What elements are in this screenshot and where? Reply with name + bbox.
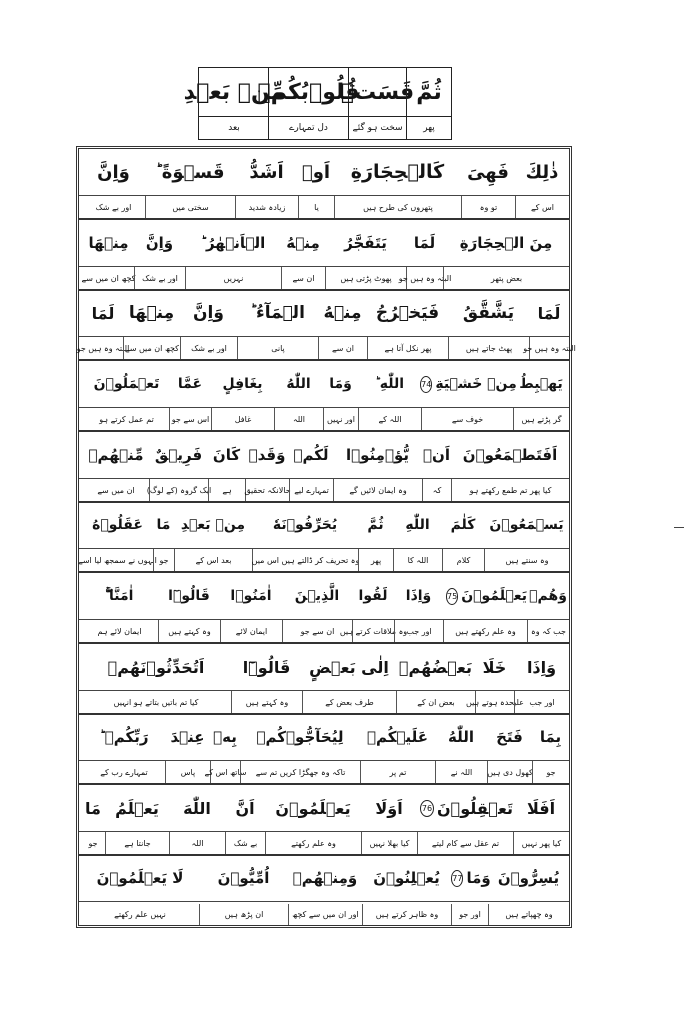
arabic-word-text: وَمَا xyxy=(466,869,491,887)
urdu-translation: بعد اس کے xyxy=(174,549,252,571)
arabic-word-text: اللّٰهِ xyxy=(405,517,430,533)
arabic-word xyxy=(225,785,265,831)
arabic-word xyxy=(527,573,569,619)
urdu-translation: بعض ان کے xyxy=(396,691,475,713)
urdu-row xyxy=(79,408,569,430)
urdu-translation: پھٹ جاتے ہیں xyxy=(448,337,529,359)
arabic-word-text: يَتَفَجَّرُ xyxy=(344,234,387,252)
urdu-translation: بے شک xyxy=(225,832,265,854)
verse-number-marker: 74 xyxy=(420,376,432,393)
urdu-translation: تم پر xyxy=(360,761,435,783)
arabic-word-text: مِنَ الۡحِجَارَةِ xyxy=(459,234,553,252)
arabic-word xyxy=(158,573,220,619)
arabic-word xyxy=(515,149,569,195)
header-arabic-word: قَسَتۡ xyxy=(348,68,406,116)
urdu-translation: وہ علم رکھتے ہیں xyxy=(443,620,527,642)
margin-mark xyxy=(674,527,684,528)
arabic-word xyxy=(514,644,569,690)
arabic-word-text: يَسۡمَعُوۡنَ xyxy=(489,517,564,533)
arabic-word xyxy=(451,855,491,901)
urdu-translation: ساتھ اس کے xyxy=(210,761,240,783)
urdu-translation: ایمان لائے ہم xyxy=(97,626,142,636)
arabic-word xyxy=(435,714,487,760)
arabic-word-text: يَعۡلَمُوۡنَ xyxy=(461,588,527,604)
arabic-word xyxy=(211,361,274,407)
arabic-word-text: اللّٰهُ xyxy=(448,728,474,746)
arabic-word xyxy=(451,432,569,478)
arabic-word xyxy=(422,432,451,478)
header-urdu-word: دل تمہارے xyxy=(268,117,348,139)
urdu-translation: وہ ظاہر کرتے ہیں xyxy=(362,904,451,925)
arabic-word xyxy=(362,855,451,901)
urdu-translation: زیادہ شدید xyxy=(235,196,298,218)
urdu-translation: کلام xyxy=(442,549,484,571)
arabic-word xyxy=(123,290,180,336)
arabic-word-text: لَقُوا xyxy=(358,588,388,604)
verse-line xyxy=(79,149,569,220)
verse-line xyxy=(79,855,569,925)
arabic-word xyxy=(145,149,235,195)
arabic-word xyxy=(220,573,282,619)
arabic-word xyxy=(367,290,448,336)
header-arabic-word: مِّنۡ بَعۡدِ xyxy=(183,79,285,105)
arabic-word-text: يَشَّقَّقُ xyxy=(462,303,515,323)
urdu-translation: البتہ وہ ہیں جو xyxy=(529,337,569,359)
translation-box xyxy=(76,146,576,928)
urdu-translation: اور جب xyxy=(514,691,569,713)
urdu-translation: وہ علم رکھتے xyxy=(265,832,361,854)
arabic-word xyxy=(169,361,211,407)
urdu-translation: اور جو xyxy=(451,904,488,925)
arabic-word xyxy=(361,785,417,831)
arabic-word-text: ذٰلِكَ xyxy=(525,161,559,183)
header-urdu-word: پھر xyxy=(406,117,451,139)
urdu-translation: جانتا ہے xyxy=(105,832,169,854)
urdu-row xyxy=(76,337,576,359)
urdu-translation: اللہ نے xyxy=(435,761,487,783)
urdu-row xyxy=(79,761,569,783)
arabic-word xyxy=(298,149,334,195)
urdu-row xyxy=(79,620,569,642)
urdu-translation: وہ کہتے ہیں xyxy=(158,620,220,642)
arabic-word xyxy=(282,573,352,619)
urdu-translation: تم عقل سے کام لیتے xyxy=(417,832,513,854)
urdu-translation: اور ان میں سے کچھ xyxy=(288,904,362,925)
arabic-word xyxy=(274,361,323,407)
urdu-translation: ان پڑھ ہیں xyxy=(199,904,288,925)
arabic-word-text: الۡمَآءُ ؕ xyxy=(250,303,305,323)
urdu-row xyxy=(79,549,569,571)
arabic-word xyxy=(443,220,569,266)
arabic-word xyxy=(240,714,360,760)
arabic-word xyxy=(281,220,325,266)
arabic-word xyxy=(210,714,240,760)
arabic-word-text: مِنۡهَا xyxy=(128,303,175,323)
urdu-translation: غافل xyxy=(211,408,274,430)
arabic-word-text: مِنۡهَا xyxy=(88,234,129,252)
arabic-row xyxy=(79,855,569,902)
arabic-word-text: كَانَ xyxy=(212,446,241,464)
arabic-word-text: اَتُحَدِّثُوۡنَهُمۡ xyxy=(107,657,205,677)
urdu-translation: جو xyxy=(153,549,174,571)
arabic-word-text: ثُمَّ xyxy=(367,517,384,533)
urdu-row xyxy=(79,691,569,713)
arabic-word-text: مِنۡهُ xyxy=(286,234,320,252)
arabic-row xyxy=(79,149,569,196)
arabic-word-text: قَالُوۡٓا xyxy=(168,588,210,604)
arabic-row xyxy=(79,573,569,620)
arabic-word-text: وَاِنَّ xyxy=(97,161,130,183)
header-urdu-row xyxy=(199,117,451,139)
header-word-table xyxy=(183,67,452,140)
urdu-row xyxy=(79,196,569,218)
arabic-word-text: مَا xyxy=(156,517,171,533)
arabic-word-text: يُعۡلِنُوۡنَ xyxy=(373,869,440,887)
urdu-translation: کہ xyxy=(422,479,451,501)
arabic-word xyxy=(149,432,208,478)
urdu-translation: ان سے xyxy=(318,337,367,359)
arabic-row xyxy=(79,290,569,337)
urdu-translation: نہریں xyxy=(185,267,281,289)
urdu-translation: تم عمل کرتے ہو xyxy=(99,414,154,424)
arabic-word-text: اَنۡ xyxy=(423,446,450,464)
header-arabic-row xyxy=(183,68,451,117)
arabic-word-text: اٰمَنُوۡا xyxy=(230,588,272,604)
verse-line xyxy=(79,714,569,785)
urdu-translation: یا xyxy=(298,196,334,218)
arabic-word xyxy=(208,432,245,478)
urdu-translation: ان سے جو xyxy=(282,620,352,642)
urdu-translation: کچھ ان میں سے xyxy=(123,337,180,359)
verse-line xyxy=(79,432,569,503)
arabic-word-text: كَلٰمَ xyxy=(450,517,476,533)
urdu-translation: پھر نکل آتا ہے xyxy=(367,337,448,359)
arabic-word xyxy=(394,573,443,619)
urdu-translation: پانی xyxy=(237,337,318,359)
arabic-word xyxy=(513,361,569,407)
arabic-word xyxy=(325,220,406,266)
verse-number-marker: 76 xyxy=(420,800,434,817)
arabic-word-text: رَبِّكُمۡ ؕ xyxy=(99,728,149,746)
arabic-word-text: لِيُحَآجُّوۡكُمۡ xyxy=(256,728,344,746)
urdu-translation: نہیں علم رکھتے xyxy=(114,910,166,919)
arabic-word-text: يَعۡلَمُ xyxy=(115,798,159,818)
arabic-word xyxy=(443,573,527,619)
arabic-word xyxy=(393,502,442,548)
arabic-row xyxy=(79,644,569,691)
arabic-word-text: عَقَلُوۡهُ xyxy=(92,517,143,533)
arabic-word-text: عَمَّا xyxy=(177,376,203,392)
arabic-word-text: بِمَا xyxy=(539,728,562,746)
arabic-row xyxy=(79,714,569,761)
arabic-word-text: يَهۡبِطُ xyxy=(519,376,563,392)
urdu-row xyxy=(79,267,569,289)
urdu-row xyxy=(79,832,569,854)
urdu-translation: پاس xyxy=(165,761,210,783)
arabic-word xyxy=(488,855,569,901)
header-urdu-word: بعد xyxy=(228,123,240,133)
header-arabic-word: ثُمَّ xyxy=(406,68,451,116)
urdu-translation: حالانکہ تحقیق xyxy=(245,479,289,501)
arabic-row xyxy=(79,220,569,267)
urdu-translation: اور بے شک xyxy=(134,267,185,289)
urdu-translation: طرف بعض کے xyxy=(302,691,396,713)
urdu-translation: علیحدہ ہوتے ہیں xyxy=(475,691,514,713)
arabic-word xyxy=(487,714,532,760)
arabic-word xyxy=(245,432,289,478)
arabic-word xyxy=(82,149,145,195)
urdu-translation: کھول دی ہیں xyxy=(487,761,532,783)
arabic-word xyxy=(81,855,199,901)
verse-line xyxy=(79,502,569,573)
arabic-word-text: وَاِذَا xyxy=(526,657,557,677)
verse-line xyxy=(79,220,569,291)
verse-number-marker: 77 xyxy=(451,870,463,887)
arabic-word xyxy=(134,220,185,266)
arabic-word xyxy=(396,644,475,690)
arabic-word-text: لَا يَعۡلَمُوۡنَ xyxy=(96,869,184,887)
arabic-word xyxy=(333,432,422,478)
arabic-word xyxy=(406,220,443,266)
arabic-word-text: اَوۡ xyxy=(301,161,331,183)
verse-line xyxy=(79,644,569,715)
arabic-word xyxy=(174,502,252,548)
verse-line xyxy=(79,785,569,856)
arabic-word xyxy=(81,573,158,619)
urdu-translation: سختی میں xyxy=(145,196,235,218)
arabic-word-text: عِنۡدَ xyxy=(170,728,205,746)
urdu-translation: تو وہ xyxy=(461,196,515,218)
arabic-word-text: خَلَا xyxy=(482,657,507,677)
arabic-word xyxy=(84,361,169,407)
arabic-word-text: مِنۡ خَشۡيَةِ xyxy=(435,376,517,392)
arabic-word-text: وَاِنَّ xyxy=(145,234,174,252)
arabic-word-text: بِهٖ xyxy=(213,728,237,746)
urdu-translation: گر پڑتے ہیں xyxy=(513,408,569,430)
arabic-word xyxy=(302,644,396,690)
arabic-word xyxy=(83,220,134,266)
urdu-translation: وہ کہتے ہیں xyxy=(231,691,302,713)
arabic-word xyxy=(288,855,362,901)
urdu-translation: اور بے شک xyxy=(180,337,237,359)
arabic-word-text: لَمَا xyxy=(91,303,115,323)
verse-number-marker: 75 xyxy=(446,588,458,605)
arabic-word xyxy=(83,290,123,336)
urdu-translation: اور جب xyxy=(394,620,443,642)
arabic-word-text: وَمَا xyxy=(329,376,352,392)
arabic-word-text: مَا xyxy=(85,798,101,818)
arabic-word-text: مِنۡهُ xyxy=(323,303,362,323)
urdu-translation: کیا بھلا نہیں xyxy=(361,832,417,854)
arabic-word-text: مِّنۡهُمۡ xyxy=(88,446,144,464)
arabic-word-text: اللّٰهَ xyxy=(183,798,211,818)
urdu-translation: بعض پتھر xyxy=(443,267,569,289)
arabic-word-text: لَمَا xyxy=(537,303,561,323)
urdu-translation: تمہارے لیے xyxy=(289,479,333,501)
urdu-translation: وہ تحریف کر ڈالتے ہیں اس میں xyxy=(252,549,358,571)
arabic-word xyxy=(180,290,237,336)
arabic-word xyxy=(199,855,288,901)
verse-line xyxy=(76,290,576,361)
arabic-word-text: لَمَا xyxy=(413,234,436,252)
urdu-translation: خوف سے xyxy=(421,408,513,430)
arabic-word-text: اَوَلَا xyxy=(375,798,403,818)
arabic-word-text: وَمِنۡهُمۡ xyxy=(292,869,358,887)
arabic-word xyxy=(185,220,281,266)
arabic-word-text: فَتَحَ xyxy=(496,728,523,746)
arabic-word-text: اِلٰى بَعۡضٍ xyxy=(309,657,389,677)
arabic-word-text: قَالُوۡٓا xyxy=(242,657,291,677)
arabic-word xyxy=(461,149,515,195)
arabic-word xyxy=(360,714,435,760)
arabic-word xyxy=(169,785,225,831)
arabic-word xyxy=(417,785,513,831)
urdu-translation: وہ ملاقات کرتے ہیں xyxy=(352,620,394,642)
arabic-word xyxy=(82,502,153,548)
arabic-row xyxy=(79,502,569,549)
arabic-word xyxy=(235,149,298,195)
arabic-word-text: اٰمَنَّا ۚۖ xyxy=(105,588,134,604)
arabic-word-text: يَعۡلَمُوۡنَ xyxy=(275,798,351,818)
urdu-translation: وہ ایمان لائیں گے xyxy=(333,479,422,501)
arabic-word xyxy=(323,361,358,407)
arabic-word xyxy=(532,714,569,760)
urdu-translation: وہ سنتے ہیں xyxy=(484,549,569,571)
arabic-word xyxy=(81,644,231,690)
arabic-word-text: قَسۡوَةً ؕ xyxy=(155,161,225,183)
urdu-translation: وہ چھپاتے ہیں xyxy=(488,904,569,925)
arabic-word-text: فَهِىَ xyxy=(467,161,509,183)
arabic-word-text: عَلَيۡكُمۡ xyxy=(367,728,428,746)
urdu-translation: اللہ کا xyxy=(393,549,442,571)
verse-line xyxy=(79,361,569,432)
arabic-row xyxy=(79,361,569,408)
urdu-translation: اور نہیں xyxy=(323,408,358,430)
arabic-word xyxy=(421,361,517,407)
urdu-translation: ایک گروہ (کے لوگ) xyxy=(149,479,208,501)
arabic-word-text: فَيَخۡرُجُ xyxy=(375,303,440,323)
urdu-translation: البتہ وہ ہیں جو xyxy=(406,267,443,289)
arabic-word-text: تَعۡقِلُوۡنَ xyxy=(437,798,513,818)
arabic-word xyxy=(334,149,461,195)
arabic-word xyxy=(289,432,333,478)
arabic-word xyxy=(81,785,105,831)
arabic-word xyxy=(83,714,165,760)
arabic-word-text: اُمِّيُّوۡنَ xyxy=(217,869,270,887)
arabic-word-text: بِغَافِلٍ xyxy=(222,376,263,392)
urdu-translation: تمہارے رب کے xyxy=(100,767,148,777)
verse-line xyxy=(79,573,569,644)
urdu-row xyxy=(79,479,569,501)
urdu-translation: جو xyxy=(532,761,569,783)
arabic-word xyxy=(448,290,529,336)
arabic-word-text: يُحَرِّفُوۡنَهٗ xyxy=(272,517,338,533)
urdu-translation: تاکہ وہ جھگڑا کریں تم سے xyxy=(240,761,360,783)
arabic-row xyxy=(79,785,569,832)
arabic-word xyxy=(237,290,318,336)
arabic-word xyxy=(442,502,484,548)
arabic-word xyxy=(83,432,149,478)
arabic-word-text: فَرِيۡقٌ xyxy=(154,446,203,464)
urdu-translation: اللہ کے xyxy=(358,408,421,430)
urdu-translation: اللہ xyxy=(274,408,323,430)
urdu-row xyxy=(79,904,569,925)
header-arabic-word: قُلُوۡبُكُمۡ xyxy=(268,68,348,116)
arabic-word xyxy=(105,785,169,831)
urdu-translation: ان سے xyxy=(281,267,325,289)
arabic-word-text: كَالۡحِجَارَةِ xyxy=(350,161,445,183)
arabic-word-text: اَفَتَطۡمَعُوۡنَ xyxy=(462,446,558,464)
urdu-translation: ہے xyxy=(208,479,245,501)
urdu-translation: کچھ ان میں سے xyxy=(81,273,136,283)
arabic-word-text: الۡاَنۡهٰرُ ؕ xyxy=(200,234,266,252)
urdu-translation: ان میں سے xyxy=(97,485,135,495)
arabic-word-text: يُّؤۡمِنُوۡا xyxy=(346,446,409,464)
arabic-word xyxy=(231,644,302,690)
arabic-word xyxy=(165,714,210,760)
header-urdu-word: سخت ہو گئے xyxy=(348,117,406,139)
arabic-word xyxy=(358,502,393,548)
urdu-translation: جو xyxy=(88,838,98,848)
urdu-translation: کیا پھر تم طمع رکھتے ہو xyxy=(451,479,569,501)
arabic-word xyxy=(513,785,569,831)
arabic-word-text: وَهُمۡ xyxy=(529,588,567,604)
urdu-translation: پتھروں کی طرح ہیں xyxy=(334,196,461,218)
arabic-word xyxy=(358,361,421,407)
arabic-word-text: تَعۡمَلُوۡنَ xyxy=(93,376,160,392)
arabic-word-text: اَفَلَا xyxy=(526,798,556,818)
urdu-translation: اس سے جو xyxy=(169,408,211,430)
arabic-word-text: مِنۡ بَعۡدِ xyxy=(180,517,246,533)
arabic-word xyxy=(252,502,358,548)
arabic-word-text: بَعۡضُهُمۡ xyxy=(398,657,473,677)
arabic-word xyxy=(475,644,514,690)
arabic-word-text: وَاِنَّ xyxy=(193,303,224,323)
arabic-word-text: وَاِذَا xyxy=(405,588,432,604)
arabic-word xyxy=(153,502,174,548)
urdu-translation: اللہ xyxy=(169,832,225,854)
arabic-word-text: اللّٰهِ ؕ xyxy=(374,376,405,392)
urdu-translation: ایمان لائے xyxy=(220,620,282,642)
arabic-word-text: لَكُمۡ xyxy=(293,446,329,464)
arabic-word xyxy=(529,290,569,336)
arabic-word-text: اَنَّ xyxy=(235,798,255,818)
urdu-translation: اس کے xyxy=(515,196,569,218)
arabic-word xyxy=(484,502,569,548)
arabic-word xyxy=(318,290,367,336)
urdu-translation: البتہ وہ ہیں جو xyxy=(76,343,130,353)
arabic-row xyxy=(79,432,569,479)
urdu-translation: کیا پھر نہیں xyxy=(513,832,569,854)
arabic-word-text: يُسِرُّوۡنَ xyxy=(497,869,560,887)
arabic-word xyxy=(352,573,394,619)
arabic-word-text: اَشَدُّ xyxy=(249,161,284,183)
arabic-word-text: الَّذِيۡنَ xyxy=(294,588,340,604)
arabic-word-text: وَقَدۡ xyxy=(248,446,286,464)
urdu-translation: جب کہ وہ xyxy=(527,620,569,642)
urdu-translation: پھوٹ پڑتی ہیں xyxy=(325,267,406,289)
arabic-word-text: اللّٰهُ xyxy=(286,376,311,392)
urdu-translation: اور بے شک xyxy=(95,202,132,212)
urdu-translation: پھر xyxy=(358,549,393,571)
urdu-translation: کیا تم باتیں بتاتے ہو انہیں xyxy=(113,697,199,707)
arabic-word xyxy=(265,785,361,831)
urdu-translation: انہوں نے سمجھ لیا اسے xyxy=(78,555,157,565)
